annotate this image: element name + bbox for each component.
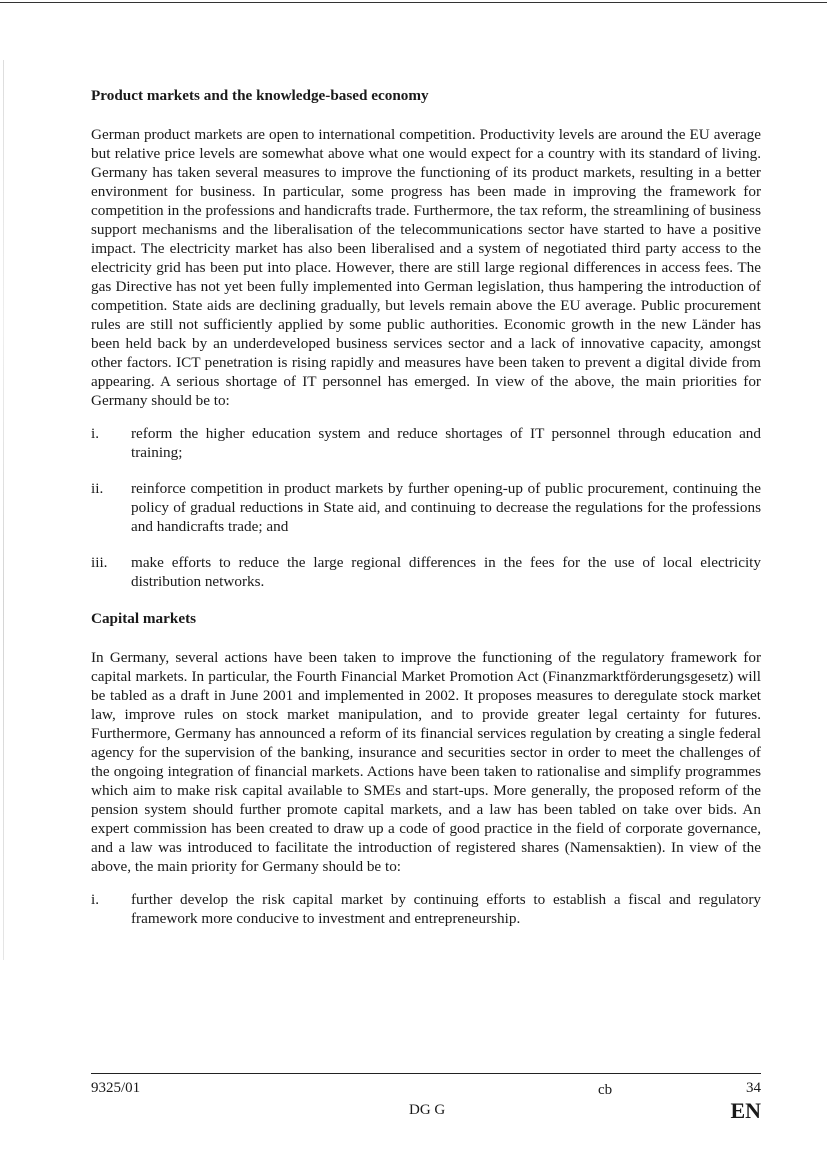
document-number: 9325/01 [91,1080,141,1096]
list-item-number: i. [91,425,100,442]
section-heading-product-markets: Product markets and the knowledge-based economy [91,87,429,104]
list-item [91,479,761,536]
list-item-number: ii. [91,480,104,497]
page-number: 34 [746,1080,761,1096]
list-item-text: reinforce competition in product markets by further opening-up of public procurement, continuing the policy of gradual reductions in State aid, and continuing to decrease the regulations for the professions and handicrafts trade; and [131,480,761,535]
scan-edge [3,60,4,960]
product-markets-paragraph: German product markets are open to international competition. Productivity levels are around the EU average but relative price levels are somewhat above what one would expect for a country with its standard of living. Germany has taken several measures to improve the functioning of its product markets, resulting in a better environment for business. In particular, some progress has been made in improving the framework for competition in the professions and handicrafts trade. Furthermore, the tax reform, the streamlining of business support mechanisms and the liberalisation of the telecommunications sector have started to have a positive impact. The electricity market has also been liberalised and a system of negotiated third party access to the electricity grid has been put into place. However, there are still large regional differences in access fees. The gas Directive has not yet been fully implemented into German legislation, thus hampering the introduction of competition. State aids are declining gradually, but levels remain above the EU average. Public procurement rules are still not sufficiently applied by some public authorities. Economic growth in the new Länder has been held back by an underdeveloped business services sector and a lack of innovative capacity, amongst other factors. ICT penetration is rising rapidly and measures have been taken to prevent a digital divide from appearing. A serious shortage of IT personnel has emerged. In view of the above, the main priorities for Germany should be to: [91,126,761,409]
capital-markets-paragraph: In Germany, several actions have been taken to improve the functioning of the regulatory framework for capital markets. In particular, the Fourth Financial Market Promotion Act (Finanzmarktförderungsgesetz) will be tabled as a draft in June 2001 and implemented in 2002. It proposes measures to deregulate stock market law, improve rules on stock market manipulation, and to provide greater legal certainty for futures. Furthermore, Germany has announced a reform of its financial services regulation by creating a single federal agency for the supervision of the banking, insurance and securities sector in order to meet the challenges of the ongoing integration of financial markets. Actions have been taken to rationalise and simplify programmes which aim to make risk capital available to SMEs and start-ups. More generally, the proposed reform of the pension system should further promote capital markets, and a law has been tabled on take over bids. An expert commission has been created to draw up a code of good practice in the field of corporate governance, and a law was introduced to facilitate the introduction of registered shares (Namensaktien). In view of the above, the main priority for Germany should be to: [91,649,761,875]
product-markets-priority-list [91,424,761,591]
department-label: DG G [409,1102,446,1118]
page-footer [91,1073,761,1123]
list-item-text: reform the higher education system and reduce shortages of IT personnel through education and training; [131,425,761,461]
footer-rule [91,1073,761,1074]
section-heading-capital-markets: Capital markets [91,610,197,627]
document-page [91,86,761,946]
top-rule [0,2,827,3]
capital-markets-priority-list [91,890,761,928]
language-code: EN [730,1098,761,1123]
list-item [91,890,761,928]
list-item-text: further develop the risk capital market by continuing efforts to establish a fiscal and regulatory framework more conducive to investment and entrepreneurship. [131,891,761,927]
author-initials: cb [598,1082,613,1098]
list-item-number: iii. [91,554,108,571]
list-item [91,424,761,462]
list-item-text: make efforts to reduce the large regional differences in the fees for the use of local electricity distribution networks. [131,554,761,590]
list-item-number: i. [91,891,100,908]
footer-row [91,1078,761,1123]
list-item [91,553,761,591]
